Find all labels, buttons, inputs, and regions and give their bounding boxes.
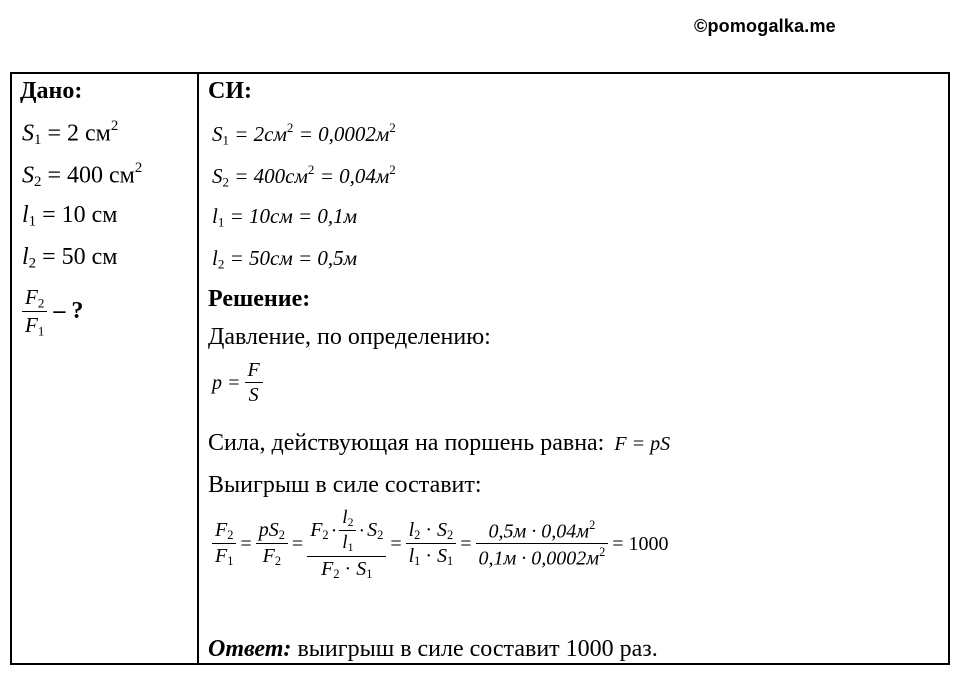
si-heading: СИ: [208, 78, 252, 104]
watermark: ©pomogalka.me [694, 16, 836, 36]
gain-result: = 1000 [612, 532, 669, 555]
answer-text: выигрыш в силе составит 1000 раз. [291, 636, 658, 662]
pressure-formula: p = $\frac{F}{S}$ [212, 360, 263, 406]
ratio-compound: $F_2$ · $\frac{l_2}{l_1}$ · $S_2$ $F_2 \cdot S_1$ [307, 508, 386, 581]
ratio-f2-f1: $\frac{F_2}{F_1}$ [212, 520, 236, 568]
si-line-s1: $S_1 = 2см^2 = 0,0002м^2$ [212, 120, 396, 148]
given-s1: $S_1 = 2$ $см^2$ [22, 118, 119, 149]
answer-line [208, 636, 658, 663]
given-s2: $S_2 = 400$ $см^2$ [22, 160, 143, 191]
solution-table [10, 72, 950, 665]
given-l2: $l_2 = 50$ см [22, 244, 118, 272]
ratio-numeric: $\frac{0,5м \cdot 0,04м^2}{0,1м \cdot 0,0002м^2}$ [476, 519, 609, 570]
solution-heading: Решение: [208, 286, 311, 312]
find-fraction: $\frac{F_2}{F_1}$ [22, 286, 47, 338]
answer-label: Ответ: [208, 636, 292, 662]
ratio-ps2-f2: $\frac{pS_2}{F_2}$ [256, 520, 288, 568]
ratio-ls: $\frac{l_2 \cdot S_2}{l_1 \cdot S_1}$ [406, 520, 457, 568]
gain-text: Выигрыш в силе составит: [208, 472, 482, 498]
gain-formula: $\frac{F_2}{F_1}$ = $\frac{pS_2}{F_2}$ = $F_2$ · $\frac{l_2}{l_1}$ · $S_2$ $F_2 \cdot S_1$ = $\frac{l_2 \cdot S_2}{l_1 \cdot S_1}$ = $\frac{0,5м \cdot 0,04м^2}{0,1м \cdot 0,0002м^2}$ = 1000 [212, 508, 669, 581]
force-text: Сила, действующая на поршень равна: F = pS [208, 430, 671, 456]
si-line-l1: $l_1 = 10см = 0,1м$ [212, 204, 358, 230]
given-heading: Дано: [20, 78, 83, 104]
si-line-s2: $S_2 = 400см^2 = 0,04м^2$ [212, 162, 396, 190]
si-line-l2: $l_2 = 50см = 0,5м$ [212, 246, 358, 272]
given-l1: $l_1 = 10$ см [22, 202, 118, 230]
pressure-text: Давление, по определению: [208, 324, 491, 350]
force-formula: F = pS [614, 433, 671, 455]
given-find: $\frac{F_2}{F_1}$ – ? [22, 286, 83, 338]
column-divider [197, 74, 199, 663]
